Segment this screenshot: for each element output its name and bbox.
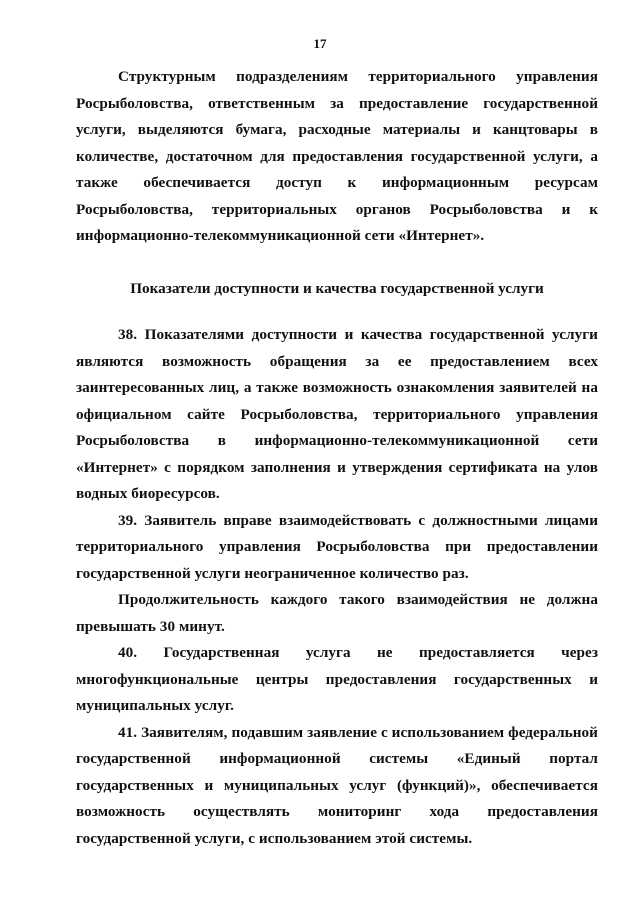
paragraph-39: 39. Заявитель вправе взаимодействовать с должностными лицами территориального управления Росрыболовства при предоставлении государственной услуги неограниченное количество раз. — [76, 511, 598, 582]
paragraph-40: 40. Государственная услуга не предоставляется через многофункциональные центры предоставления государственных и муниципальных услуг. — [76, 644, 598, 714]
paragraph-38: 38. Показателями доступности и качества государственной услуги являются возможность обращения за ее предоставлением всех заинтересованных лиц, а также возможность ознакомления заявителей на официальном сайте Росрыболовства, территориального управления Росрыболовства в информационно-телекоммуникационной сети «Интернет» с порядком заполнения и утверждения сертификата на улов водных биоресурсов. — [76, 326, 598, 502]
intro-section — [76, 64, 598, 250]
paragraph-39-duration: Продолжительность каждого такого взаимодействия не должна превышать 30 минут. — [76, 591, 598, 635]
intro-paragraph: Структурным подразделениям территориального управления Росрыболовства, ответственным за предоставление государственной услуги, выделяются бумага, расходные материалы и канцтовары в количестве, достаточном для предоставления государственной услуги, а также обеспечивается доступ к информационным ресурсам Росрыболовства, территориальных органов Росрыболовства и к информационно-телекоммуникационной сети «Интернет». — [76, 68, 598, 244]
section-heading: Показатели доступности и качества государственной услуги — [130, 280, 544, 297]
paragraph-41: 41. Заявителям, подавшим заявление с использованием федеральной государственной информационной системы «Единый портал государственных и муниципальных услуг (функций)», обеспечивается возможность осуществлять мониторинг хода предоставления государственной услуги, с использованием этой системы. — [76, 723, 598, 847]
page-number: 17 — [313, 36, 327, 51]
section-body — [76, 322, 598, 852]
